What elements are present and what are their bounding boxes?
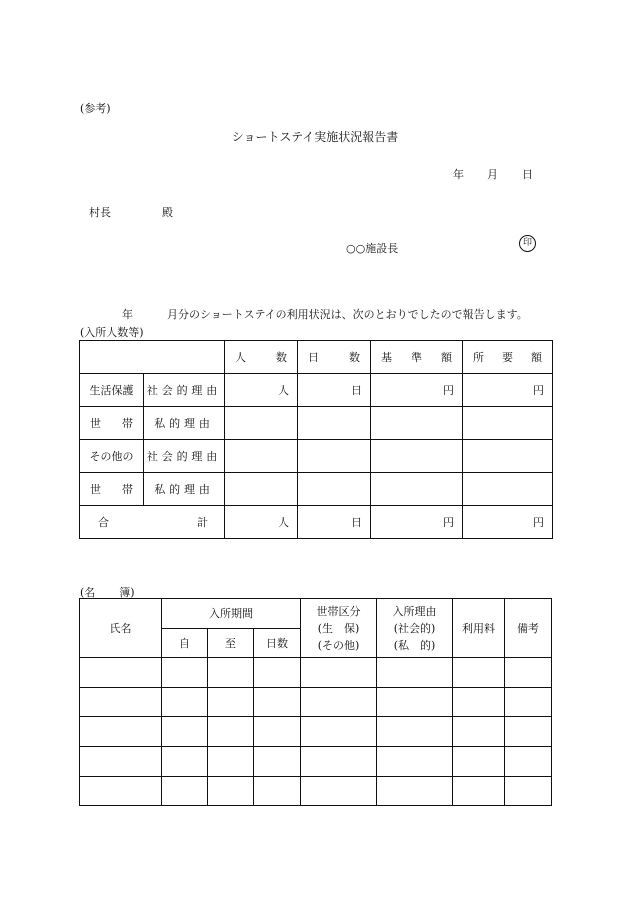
roster-row — [80, 746, 552, 776]
header-to: 至 — [208, 628, 254, 658]
occupancy-header-row — [80, 341, 553, 374]
header-persons: 人 数 — [225, 341, 298, 374]
addressee: 村長 — [89, 206, 111, 219]
unit-days: 日 — [298, 374, 371, 407]
facility-head: ○○施設長 — [346, 242, 399, 255]
occupancy-header-blank — [80, 341, 225, 374]
honorific: 殿 — [162, 206, 173, 219]
intro-text: 月分のショートステイの利用状況は、次のとおりでしたので報告します。 — [167, 308, 528, 321]
header-reason: 入所理由 (社会的) (私 的) — [377, 599, 453, 658]
group-welfare-top: 生活保護 — [80, 374, 144, 407]
intro-sentence — [122, 306, 528, 322]
unit-yen: 円 — [371, 374, 463, 407]
header-days: 日 数 — [298, 341, 371, 374]
section1-label: (入所人数等) — [80, 326, 144, 339]
header-household: 世帯区分 (生 保) (その他) — [301, 599, 377, 658]
group-other-top: その他の — [80, 440, 144, 473]
reference-label: (参考) — [80, 102, 111, 115]
unit-yen: 円 — [371, 506, 463, 539]
section2-label: (名 簿) — [80, 586, 135, 599]
roster-row — [80, 717, 552, 747]
date-day: 日 — [522, 168, 533, 181]
roster-row — [80, 658, 552, 688]
unit-yen: 円 — [463, 374, 553, 407]
intro-year: 年 — [122, 308, 133, 321]
total-label: 合 計 — [80, 506, 225, 539]
header-name: 氏名 — [80, 599, 162, 658]
header-period: 入所期間 — [162, 599, 301, 629]
roster-header-row-1 — [80, 599, 552, 629]
group-welfare-bottom: 世 帯 — [80, 407, 144, 440]
unit-yen: 円 — [463, 506, 553, 539]
date-month: 月 — [487, 168, 498, 181]
header-days: 日数 — [254, 628, 301, 658]
total-row — [80, 506, 553, 539]
other-social-row — [80, 440, 553, 473]
other-private-row — [80, 473, 553, 506]
document-title: ショートステイ実施状況報告書 — [231, 130, 399, 144]
header-remarks: 備考 — [505, 599, 552, 658]
unit-persons: 人 — [225, 506, 298, 539]
date-year: 年 — [453, 168, 464, 181]
roster-table — [79, 598, 552, 806]
reason-private: 私的理由 — [144, 407, 225, 440]
group-other-bottom: 世 帯 — [80, 473, 144, 506]
unit-persons: 人 — [225, 374, 298, 407]
roster-row — [80, 776, 552, 806]
welfare-private-row — [80, 407, 553, 440]
header-base-amount: 基 準 額 — [371, 341, 463, 374]
header-fee: 利用料 — [453, 599, 505, 658]
reason-social: 社会的理由 — [144, 440, 225, 473]
welfare-social-row — [80, 374, 553, 407]
roster-row — [80, 687, 552, 717]
header-from: 自 — [162, 628, 208, 658]
unit-days: 日 — [298, 506, 371, 539]
reason-social: 社会的理由 — [144, 374, 225, 407]
header-required-amount: 所 要 額 — [463, 341, 553, 374]
occupancy-table — [79, 340, 553, 539]
reason-private: 私的理由 — [144, 473, 225, 506]
seal-mark: 印 — [519, 235, 536, 252]
